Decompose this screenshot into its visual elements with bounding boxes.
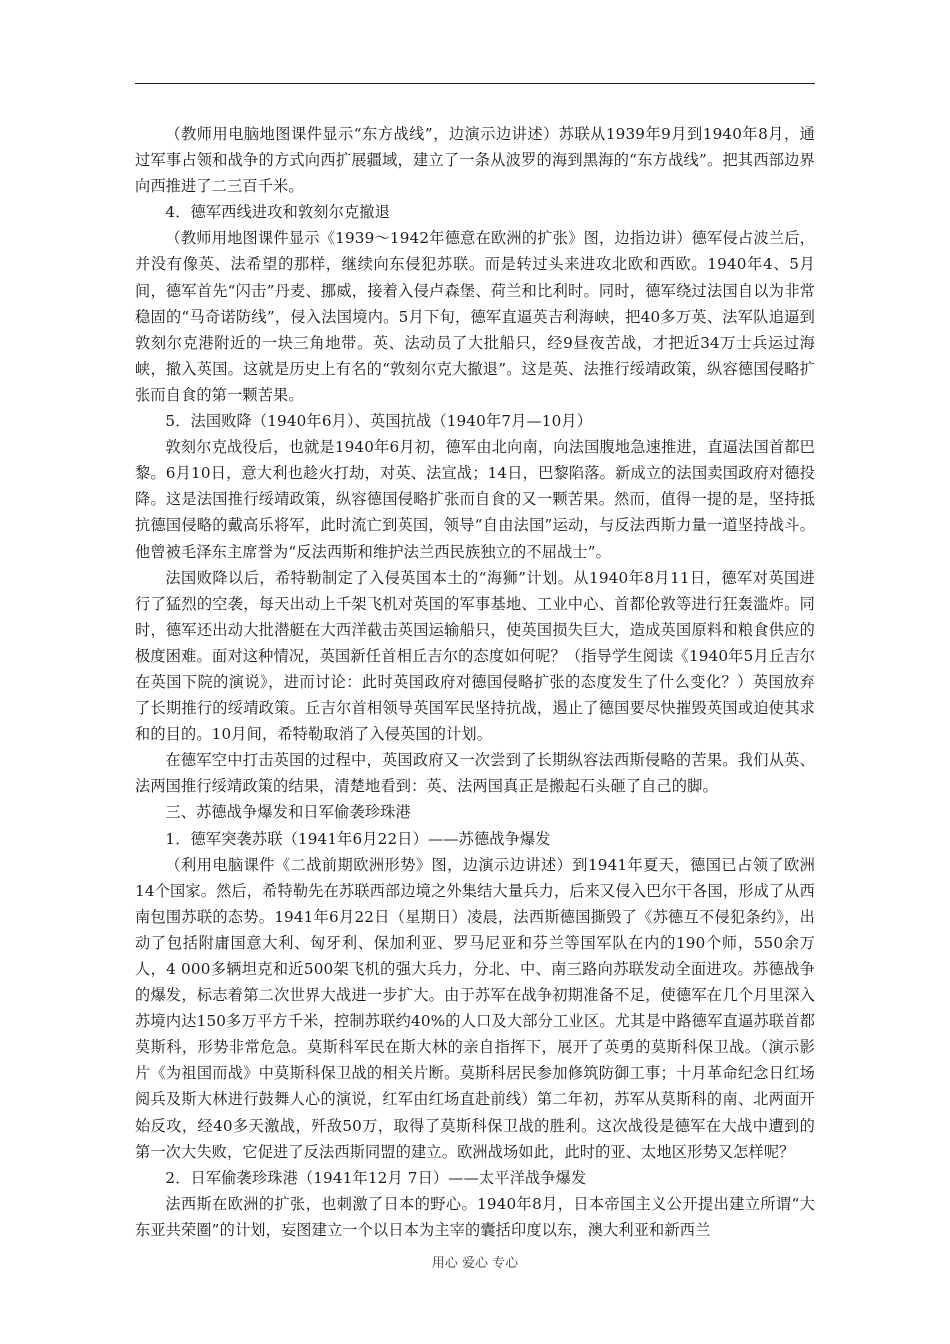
section-heading: 4．德军西线进攻和敦刻尔克撤退 (165, 203, 390, 222)
paragraph: （教师用地图课件显示《1939～1942年德意在欧洲的扩张》图，边指边讲）德军侵占波兰后，并没有像英、法希望的那样，继续向东侵犯苏联。而是转过头来进攻北欧和西欧。1940年4、5月间，德军首先“闪击”丹麦、挪威，接着入侵卢森堡、荷兰和比利时。同时，德军绕过法国自以为非常稳固的“马奇诺防线”，侵入法国境内。5月下旬，德军直逼英吉利海峡，把40多万英、法军队追逼到敦刻尔克港附近的一块三角地带。英、法动员了大批船只，经9昼夜苦战，才把近34万士兵运过海峡，撤入英国。这就是历史上有名的“敦刻尔克大撤退”。这是英、法推行绥靖政策，纵容德国侵略扩张而自食的第一颗苦果。 (135, 229, 815, 404)
paragraph: （利用电脑课件《二战前期欧洲形势》图，边演示边讲述）到1941年夏天，德国已占领了欧洲14个国家。然后，希特勒先在苏联西部边境之外集结大量兵力，后来又侵入巴尔干各国，形成了从西南包围苏联的态势。1941年6月22日（星期日）凌晨，法西斯德国撕毁了《苏德互不侵犯条约》，出动了包括附庸国意大利、匈牙利、保加利亚、罗马尼亚和芬兰等国军队在内的190个师，550余万人，4 000多辆坦克和近500架飞机的强大兵力，分北、中、南三路向苏联发动全面进攻。苏德战争的爆发，标志着第二次世界大战进一步扩大。由于苏军在战争初期准备不足，使德军在几个月里深入苏境内达150多万平方千米，控制苏联约40%的人口及大部分工业区。尤其是中路德军直逼苏联首都莫斯科，形势非常危急。莫斯科军民在斯大林的亲自指挥下，展开了英勇的莫斯科保卫战。（演示影片《为祖国而战》中莫斯科保卫战的相关片断。莫斯科居民参加修筑防御工事；十月革命纪念日红场阅兵及斯大林进行鼓舞人心的演说，红军由红场直赴前线）第二年初，苏军从莫斯科的南、北两面开始反攻，经40多天激战，歼敌50万，取得了莫斯科保卫战的胜利。这次战役是德军在大战中遭到的第一次大失败，它促进了反法西斯同盟的建立。欧洲战场如此，此时的亚、太地区形势又怎样呢？ (135, 855, 815, 1161)
paragraph: 法国败降以后，希特勒制定了入侵英国本土的“海狮”计划。从1940年8月11日，德军对英国进行了猛烈的空袭，每天出动上千架飞机对英国的军事基地、工业中心、首都伦敦等进行狂轰滥炸。同时，德军还出动大批潜艇在大西洋截击英国运输船只，使英国损失巨大，造成英国原料和粮食供应的极度困难。面对这种情况，英国新任首相丘吉尔的态度如何呢？（指导学生阅读《1940年5月丘吉尔在英国下院的演说》，进而讨论：此时英国政府对德国侵略扩张的态度发生了什么变化？）英国放弃了长期推行的绥靖政策。丘吉尔首相领导英国军民坚持抗战，遏止了德国要尽快摧毁英国或迫使其求和的目的。10月间，希特勒取消了入侵英国的计划。 (135, 568, 815, 744)
paragraph: （教师用电脑地图课件显示“东方战线”，边演示边讲述）苏联从1939年9月到1940年8月，通过军事占领和战争的方式向西扩展疆域，建立了一条从波罗的海到黑海的“东方战线”。把其西部边界向西推进了二三百千米。 (135, 125, 815, 196)
document-body (135, 121, 815, 1243)
paragraph: 敦刻尔克战役后，也就是1940年6月初，德军由北向南，向法国腹地急速推进，直逼法国首都巴黎。6月10日，意大利也趁火打劫，对英、法宣战；14日，巴黎陷落。新成立的法国卖国政府对德投降。这是法国推行绥靖政策，纵容德国侵略扩张而自食的又一颗苦果。然而，值得一提的是，坚持抵抗德国侵略的戴高乐将军，此时流亡到英国，领导“自由法国”运动，与反法西斯力量一道坚持战斗。他曾被毛泽东主席誉为“反法西斯和维护法兰西民族独立的不屈战士”。 (135, 438, 815, 561)
section-heading: 2．日军偷袭珍珠港（1941年12月 7日）——太平洋战争爆发 (165, 1168, 587, 1187)
paragraph: 法西斯在欧洲的扩张，也刺激了日本的野心。1940年8月，日本帝国主义公开提出建立所谓“大东亚共荣圈”的计划，妄图建立一个以日本为主宰的囊括印度以东，澳大利亚和新西兰 (135, 1194, 815, 1239)
section-heading: 5．法国败降（1940年6月）、英国抗战（1940年7月—10月） (165, 412, 593, 431)
chapter-heading: 三、苏德战争爆发和日军偷袭珍珠港 (165, 803, 411, 822)
header-rule (135, 83, 815, 84)
paragraph: 在德军空中打击英国的过程中，英国政府又一次尝到了长期纵容法西斯侵略的苦果。我们从英、法两国推行绥靖政策的结果，清楚地看到：英、法两国真正是搬起石头砸了自己的脚。 (135, 751, 815, 796)
section-heading: 1．德军突袭苏联（1941年6月22日）——苏德战争爆发 (165, 829, 551, 848)
page-footer: 用心 爱心 专心 (431, 1256, 519, 1271)
